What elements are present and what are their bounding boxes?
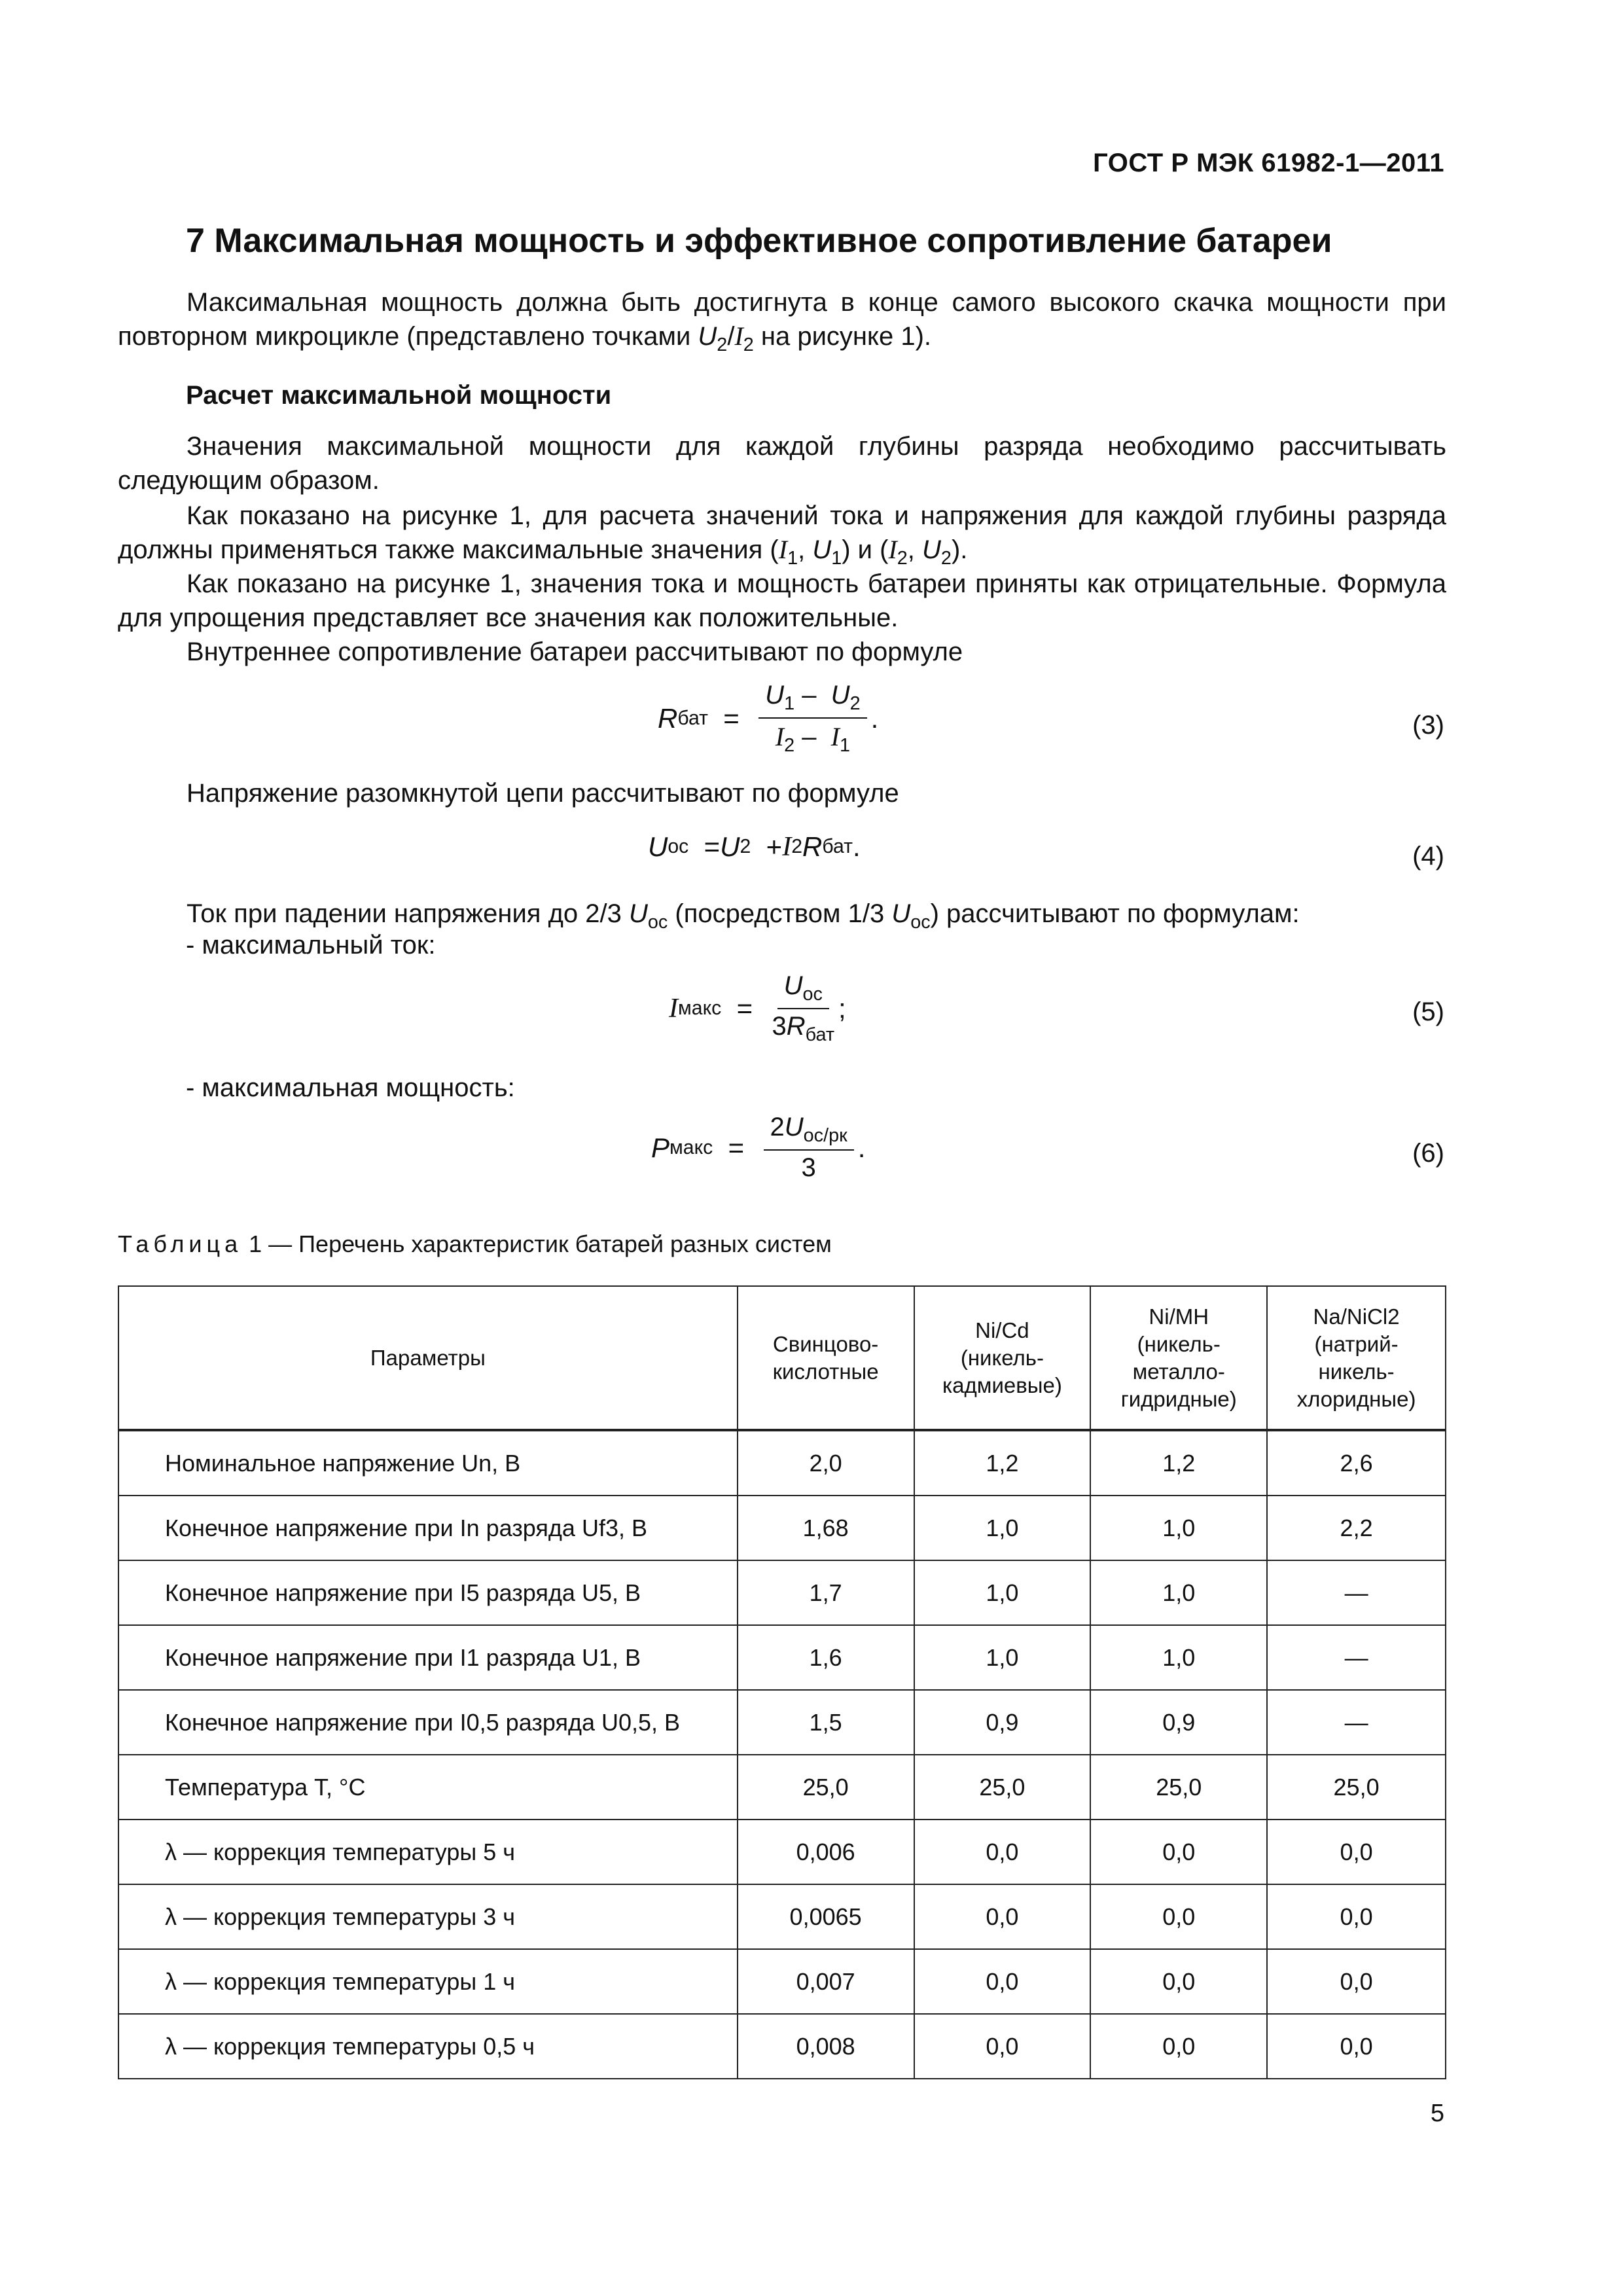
table-cell: 1,0 <box>914 1496 1091 1560</box>
table-cell: 0,007 <box>738 1949 914 2014</box>
paragraph-current-voltage: Как показано на рисунке 1, для расчета значений тока и напряжения для каждой глубины разряда должны применяться также максимальные значения ($I_1$, $U_1$) и ($I_2$, $U_2$). <box>118 501 1446 569</box>
table-cell: 0,0 <box>1090 1884 1267 1949</box>
table-row <box>118 1690 1446 1755</box>
table-cell: 0,0065 <box>738 1884 914 1949</box>
parameter-name: Конечное напряжение при I1 разряда U1, В <box>118 1625 738 1690</box>
table-header-row <box>118 1286 1446 1430</box>
table-cell: 1,0 <box>914 1625 1091 1690</box>
table-cell: 25,0 <box>1090 1755 1267 1820</box>
table-row <box>118 1755 1446 1820</box>
table-cell: 25,0 <box>1267 1755 1446 1820</box>
formula-5-number: (5) <box>1412 997 1444 1026</box>
table-row <box>118 2014 1446 2079</box>
table-cell: 0,0 <box>1267 2014 1446 2079</box>
table-header-cell: Свинцово- кислотные <box>738 1286 914 1430</box>
table-cell: 0,006 <box>738 1820 914 1884</box>
table-cell: 0,0 <box>914 1884 1091 1949</box>
table-cell: 0,0 <box>1267 1884 1446 1949</box>
table-cell: 2,0 <box>738 1430 914 1496</box>
table-header-cell: Параметры <box>118 1286 738 1430</box>
formula-3-row <box>0 681 1623 766</box>
paragraph-negative-values: Как показано на рисунке 1, значения тока и мощность батареи приняты как отрицательные. Формула для упрощения представляет все значения как положительные. <box>118 569 1446 632</box>
section-title: 7 Максимальная мощность и эффективное сопротивление батареи <box>186 222 1332 260</box>
table-cell: 0,0 <box>1090 1949 1267 2014</box>
table-cell: 1,2 <box>914 1430 1091 1496</box>
table-cell: — <box>1267 1625 1446 1690</box>
table-cell: 25,0 <box>738 1755 914 1820</box>
paragraph-open-circuit: Напряжение разомкнутой цепи рассчитывают по формуле <box>187 779 899 808</box>
table-row <box>118 1496 1446 1560</box>
characteristics-table <box>118 1285 1446 2079</box>
formula-6-number: (6) <box>1412 1139 1444 1168</box>
parameter-name: Конечное напряжение при In разряда Uf3, В <box>118 1496 738 1560</box>
table-cell: 0,0 <box>1090 2014 1267 2079</box>
table-cell: 2,6 <box>1267 1430 1446 1496</box>
table-cell: 0,0 <box>914 2014 1091 2079</box>
subheading: Расчет максимальной мощности <box>186 381 612 410</box>
parameter-name: λ — коррекция температуры 5 ч <box>118 1820 738 1884</box>
formula-5-row <box>0 971 1623 1056</box>
table-row <box>118 1625 1446 1690</box>
table-row <box>118 1430 1446 1496</box>
formula-6: P макс = $\frac{2U_{ос/рк}}{3}$ . <box>651 1113 866 1182</box>
table-cell: 25,0 <box>914 1755 1091 1820</box>
table-cell: 1,6 <box>738 1625 914 1690</box>
table-cell: 1,0 <box>1090 1496 1267 1560</box>
table-cell: 1,5 <box>738 1690 914 1755</box>
table-header-cell: Ni/Cd (никель- кадмиевые) <box>914 1286 1091 1430</box>
table-cell: 2,2 <box>1267 1496 1446 1560</box>
paragraph-values: Значения максимальной мощности для каждой глубины разряда необходимо рассчитывать следующим образом. <box>118 432 1446 495</box>
table-header-cell: Na/NiCl2 (натрий- никель- хлоридные) <box>1267 1286 1446 1430</box>
parameter-name: λ — коррекция температуры 1 ч <box>118 1949 738 2014</box>
table-cell: 1,0 <box>1090 1625 1267 1690</box>
table-cell: 1,2 <box>1090 1430 1267 1496</box>
table-row <box>118 1949 1446 2014</box>
formula-3-number: (3) <box>1412 711 1444 740</box>
formula-5: I макс = $\frac{U_{ос}}{3R_{бат}}$ ; <box>669 971 846 1045</box>
table-cell: 1,68 <box>738 1496 914 1560</box>
table-body <box>118 1430 1446 2079</box>
page-number: 5 <box>1430 2100 1444 2127</box>
formula-6-row <box>0 1113 1623 1198</box>
table-cell: 0,008 <box>738 2014 914 2079</box>
table-cell: 0,0 <box>1267 1949 1446 2014</box>
paragraph-max-power: Максимальная мощность должна быть достигнута в конце самого высокого скачка мощности при повторном микроцикле (представлено точками $U_2/I_2$ на рисунке 1). <box>118 288 1446 355</box>
table-caption: Таблица 1 — Перечень характеристик батарей разных систем <box>118 1230 832 1257</box>
table-cell: 0,0 <box>914 1820 1091 1884</box>
document-code: ГОСТ Р МЭК 61982-1—2011 <box>1093 149 1444 177</box>
parameter-name: λ — коррекция температуры 0,5 ч <box>118 2014 738 2079</box>
parameter-name: Конечное напряжение при I5 разряда U5, В <box>118 1560 738 1625</box>
formula-4: U ос = U 2 + I 2 R бат . <box>648 831 861 862</box>
table-row <box>118 1560 1446 1625</box>
table-cell: 0,0 <box>914 1949 1091 2014</box>
table-cell: 0,9 <box>914 1690 1091 1755</box>
formula-4-number: (4) <box>1412 842 1444 870</box>
table-row <box>118 1820 1446 1884</box>
table-cell: 0,0 <box>1090 1820 1267 1884</box>
list-item-max-current: - максимальный ток: <box>186 931 436 960</box>
table-header-cell: Ni/MH (никель- металло- гидридные) <box>1090 1286 1267 1430</box>
parameter-name: Конечное напряжение при I0,5 разряда U0,5, В <box>118 1690 738 1755</box>
table-cell: 0,9 <box>1090 1690 1267 1755</box>
table-cell: 0,0 <box>1267 1820 1446 1884</box>
table-cell: — <box>1267 1690 1446 1755</box>
parameter-name: λ — коррекция температуры 3 ч <box>118 1884 738 1949</box>
parameter-name: Номинальное напряжение Un, В <box>118 1430 738 1496</box>
list-item-max-power: - максимальная мощность: <box>186 1073 515 1102</box>
table-cell: — <box>1267 1560 1446 1625</box>
table-cell: 1,7 <box>738 1560 914 1625</box>
table-cell: 1,0 <box>1090 1560 1267 1625</box>
table-cell: 1,0 <box>914 1560 1091 1625</box>
paragraph-current-drop: Ток при падении напряжения до 2/3 $U_{ос}$ (посредством 1/3 $U_{ос}$) рассчитывают по формулам: <box>187 899 1300 933</box>
table-row <box>118 1884 1446 1949</box>
parameter-name: Температура T, °С <box>118 1755 738 1820</box>
paragraph-internal-resistance: Внутреннее сопротивление батареи рассчитывают по формуле <box>187 637 963 666</box>
formula-3: R бат = $\frac{U_1 - U_2}{I_2 - I_1}$ . <box>658 681 879 756</box>
